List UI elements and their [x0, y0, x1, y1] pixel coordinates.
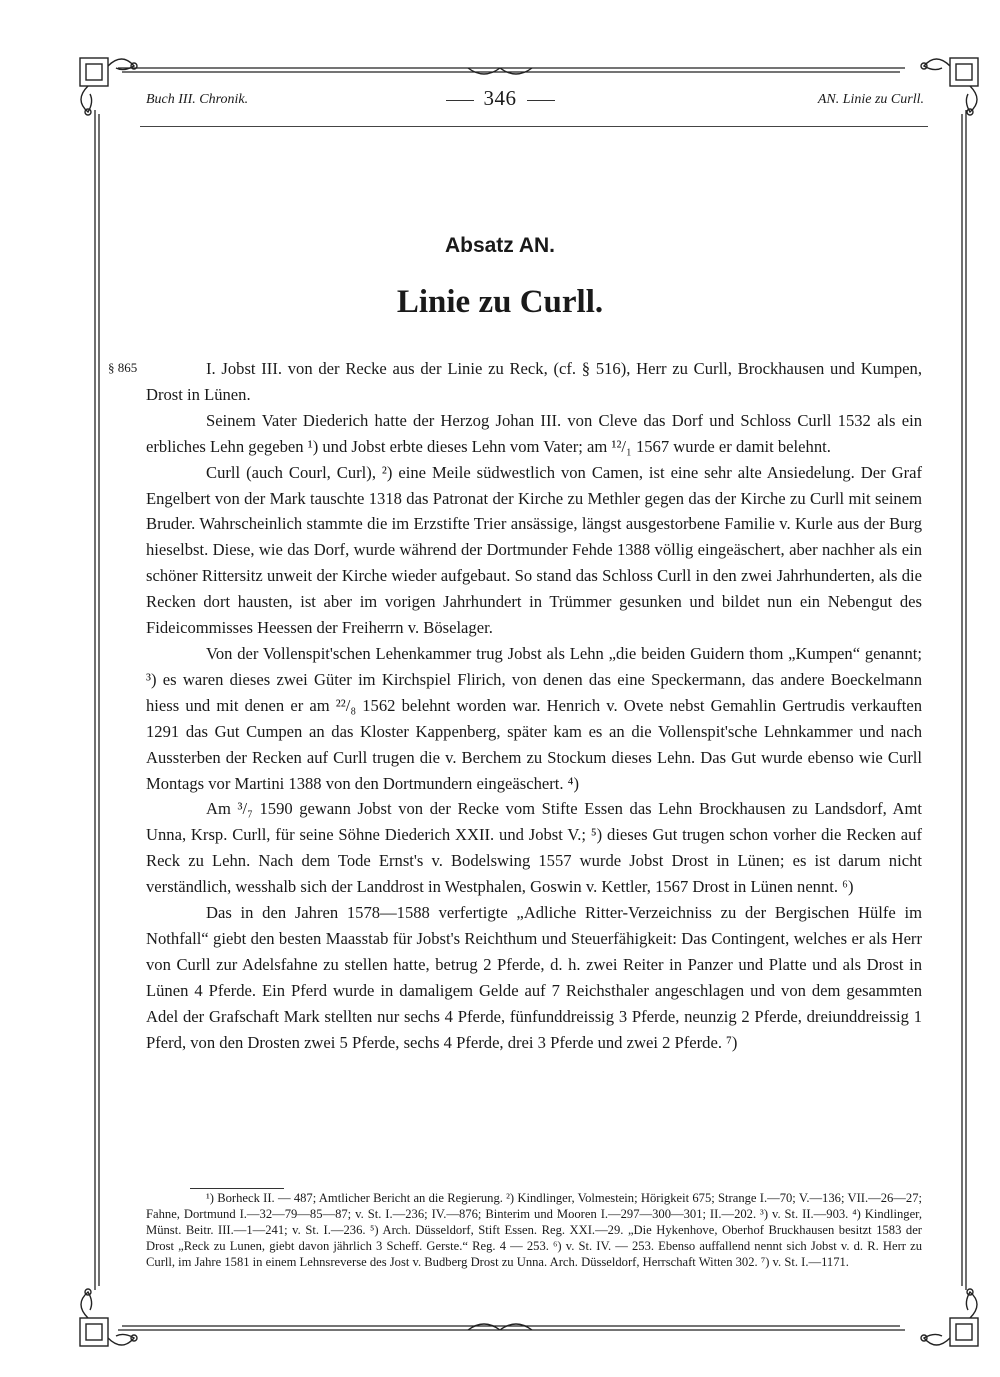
body-text	[146, 356, 922, 1055]
footnote-rule	[190, 1188, 284, 1189]
paragraph-2: Seinem Vater Diederich hatte der Herzog Johan III. von Cleve das Dorf und Schloss Curll 1532 als ein erbliches Lehn gegeben ¹) und Jobst erbte dieses Lehn vom Vater; am ¹²/₁ 1567 wurde er damit belehnt.	[146, 410, 922, 456]
paragraph-5: Am ³/₇ 1590 gewann Jobst von der Recke vom Stifte Essen das Lehn Brockhausen zu Landsdorf, Amt Unna, Krsp. Curll, für seine Söhne Diederich XXII. und Jobst V.; ⁵) dieses Gut trugen schon vorher die Recken auf Reck zu Lehn. Nach dem Tode Ernst's v. Bodelswing 1557 wurde Jobst Drost in Lünen; es ist darum nicht verständlich, wesshalb sich der Landdrost in Westphalen, Goswin v. Kettler, 1567 Drost in Lünen nennt. ⁶)	[146, 799, 922, 897]
section-heading: Absatz AN.	[444, 234, 556, 257]
footnotes	[146, 1191, 922, 1271]
section-marker: § 865	[108, 360, 138, 375]
paragraph-6: Das in den Jahren 1578—1588 verfertigte „Adliche Ritter-Verzeichniss zu der Bergischen Hülfe im Nothfall“ giebt den besten Maasstab für Jobst's Reichthum und Steuerfähigkeit: Das Contingent, welches er als Herr von Curll zur Adelsfahne zu stellen hatte, betrug 2 Pferde, d. h. zwei Reiter in Panzer und Platte und als Drost in Lünen 4 Pferde. Ein Pferd wurde in damaligem Gelde auf 7 Reichsthaler angeschlagen und von dem gesammten Adel der Grafschaft Mark stellten nur sechs 4 Pferde, fünfunddreissig 3 Pferde, neunzig 2 Pferde, dreiunddreissig 1 Pferd, von den Drosten zwei 5 Pferde, sechs 4 Pferde, drei 3 Pferde und zwei 2 Pferde. ⁷)	[146, 903, 922, 1052]
running-header-left: Buch III. Chronik.	[146, 92, 249, 107]
running-header-right: AN. Linie zu Curll.	[817, 92, 924, 107]
paragraph-1: I. Jobst III. von der Recke aus der Linie zu Reck, (cf. § 516), Herr zu Curll, Brockhausen und Kumpen, Drost in Lünen.	[146, 359, 922, 404]
paragraph-4: Von der Vollenspit'schen Lehenkammer trug Jobst als Lehn „die beiden Guidern thom „Kumpen“ genannt; ³) es waren dieses zwei Güter im Kirchspiel Flirich, von denen das eine Speckermann, das andere Boeckelmann hiess und mit denen er am ²²/₈ 1562 belehnt worden war. Henrich v. Ovete nebst Gemahlin Gertrudis verkauften 1291 das Gut Cumpen an das Kloster Kappenberg, später kam es an die Vollenspit'sche Lehnkammer und nach Aussterben der Recken auf Curll trugen die v. Berchem zu Stockum dieses Lehn. Das Gut wurde ebenso wie Curll Montags vor Martini 1388 von den Dortmundern eingeäschert. ⁴)	[146, 643, 922, 793]
page-number: 346	[0, 86, 1000, 111]
header-rule	[140, 126, 928, 127]
page-title: Linie zu Curll.	[396, 284, 604, 320]
paragraph-3: Curll (auch Courl, Curl), ²) eine Meile südwestlich von Camen, ist eine sehr alte Ansiedelung. Der Graf Engelbert von der Mark tauschte 1318 das Patronat der Kirche zu Methler gegen das der Kirche zu Curll mit seinem Bruder. Wahrscheinlich stammte die im Erzstifte Trier ansässige, längst ausgestorbene Familie v. Kurle aus der Burg hieselbst. Diese, wie das Dorf, wurde während der Dortmunder Fehde 1388 völlig eingeäschert, aber nachher als ein schöner Rittersitz unweit der Kirche wieder aufgebaut. So stand das Schloss Curll in den zwei Jahrhunderten, als die Recken dort hausten, ist aber im vorigen Jahrhundert in Trümmer gesunken und bildet nun ein Nebengut des Fideicommisses Heessen der Freiherrn v. Böselager.	[146, 462, 922, 638]
footnote-text: ¹) Borheck II. — 487; Amtlicher Bericht an die Regierung. ²) Kindlinger, Volmestein; Hörigkeit 675; Strange I.—70; V.—136; VII.—26—27; Fahne, Dortmund I.—32—79—85—87; v. St. I.—236; IV.—876; Binterim und Mooren I.—297—300—301; II.—202. ³) v. St. II.—903. ⁴) Kindlinger, Münst. Beitr. III.—1—241; v. St. I.—236. ⁵) Arch. Düsseldorf, Stift Essen. Reg. XXI.—29. „Die Hykenhove, Oberhof Bruckhausen besitzt 1583 der Drost „Reck zu Lunen, giebt davon jährlich 3 Scheff. Gerste.“ Reg. 4 — 253. ⁶) v. St. IV. — 253. Ebenso auffallend nennt sich Jobst v. d. R. Herr zu Curll, im Jahre 1581 in einem Lehnsreverse des Jost v. Budberg Drost zu Unna. Arch. Düsseldorf, Herrschaft Witten 302. ⁷) v. St. I.—1171.	[146, 1191, 922, 1269]
